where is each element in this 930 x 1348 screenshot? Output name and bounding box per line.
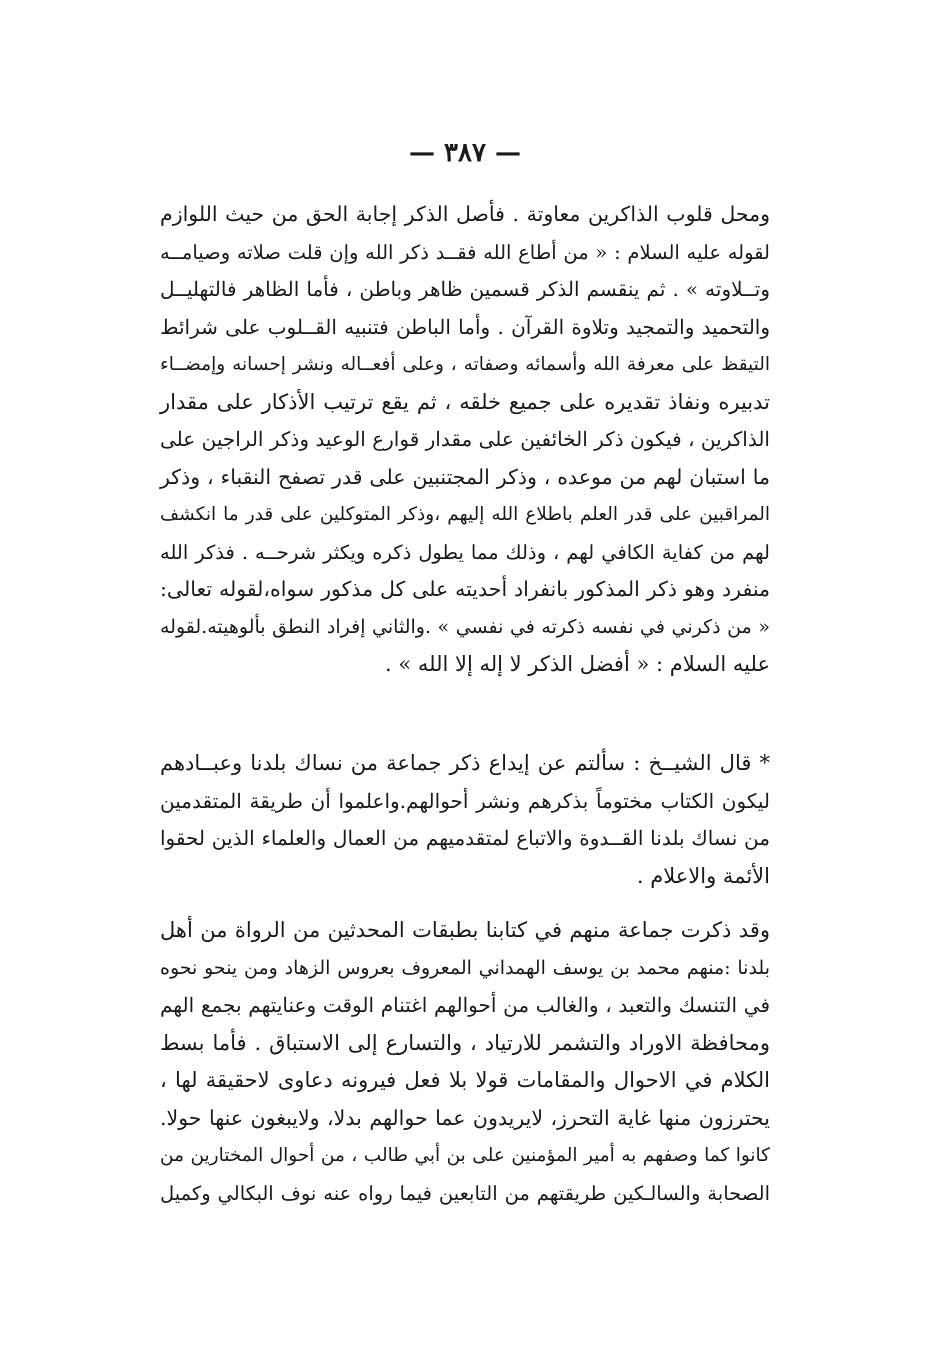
paragraph-3 bbox=[160, 912, 770, 1212]
text-line: وقد ذكرت جماعة منهم في كتابنا بطبقات المحدثين من الرواة من أهل bbox=[160, 918, 770, 942]
text-line: ومحل قلوب الذاكرين معاوتة . فأصل الذكر إجابة الحق من حيث اللوازم bbox=[160, 202, 770, 226]
text-line: في التنسك والتعبد ، والغالب من أحوالهم اغتنام الوقت وعنايتهم بجمع الهم bbox=[160, 993, 771, 1017]
text-line: * قال الشيــخ : سألتم عن إيداع ذكر جماعة من نساك بلدنا وعبــادهم bbox=[160, 751, 770, 775]
text-line: من نساك بلدنا القــدوة والاتباع لمتقدميهم من العمال والعلماء الذين لحقوا bbox=[160, 826, 770, 850]
text-line: التيقظ على معرفة الله وأسمائه وصفاته ، وعلى أفعــاله ونشر إحسانه وإمضــاء bbox=[160, 354, 770, 375]
text-line: المراقبين على قدر العلم باطلاع الله إليهم ،وذكر المتوكلين على قدر ما انكشف bbox=[160, 504, 770, 525]
text-line: منفرد وهو ذكر المذكور بانفراد أحديته على كل مذكور سواه،لقوله تعالى: bbox=[160, 577, 770, 601]
text-line: كانوا كما وصفهم به أمير المؤمنين على بن أبي طالب ، من أحوال المختارين من bbox=[160, 1145, 770, 1166]
text-line: الذاكرين ، فيكون ذكر الخائفين على مقدار قوارع الوعيد وذكر الراجين على bbox=[160, 427, 770, 451]
text-line: الأئمة والاعلام . bbox=[636, 863, 770, 888]
text-line: عليه السلام : « أفضل الذكر لا إله إلا الله » . bbox=[384, 652, 770, 676]
text-line: ما استبان لهم من موعده ، وذكر المجتنبين على قدر تصفح النقباء ، وذكر bbox=[160, 464, 770, 489]
text-line: لقوله عليه السلام : « من أطاع الله فقــد ذكر الله وإن قلت صلاته وصيامــه bbox=[160, 240, 770, 264]
text-line: يحترزون منها غاية التحرز، لايريدون عما حوالهم بدلا، ولايبغون عنها حولا. bbox=[160, 1105, 770, 1130]
text-line: « من ذكرني في نفسه ذكرته في نفسي » .والثاني إفراد النطق بألوهيته.لقوله bbox=[160, 615, 770, 638]
text-line: الصحابة والسالـكين طريقتهم من التابعين فيما رواه عنه نوف البكالي وكميل bbox=[160, 1181, 770, 1205]
page-number: — ٣٨٧ — bbox=[408, 138, 522, 168]
text-line: بلدنا :منهم محمد بن يوسف الهمداني المعروف بعروس الزهاد ومن ينحو نحوه bbox=[160, 956, 770, 979]
text-line: والتحميد والتمجيد وتلاوة القرآن . وأما الباطن فتنبيه القــلوب على شرائط bbox=[160, 314, 770, 339]
text-line: الكلام في الاحوال والمقامات قولا بلا فعل فيرونه دعاوى لاحقيقة لها ، bbox=[160, 1068, 770, 1092]
text-line: تدبيره ونفاذ تقديره على جميع خلقه ، ثم يقع ترتيب الأذكار على مقدار bbox=[160, 389, 770, 414]
text-line: ومحافظة الاوراد والتشمر للارتياد ، والتسارع إلى الاستباق . فأما بسط bbox=[160, 1030, 770, 1055]
paragraph-1 bbox=[160, 196, 770, 684]
text-line: ليكون الكتاب مختوماً بذكرهم ونشر أحوالهم.واعلموا أن طريقة المتقدمين bbox=[160, 788, 770, 813]
text-line: وتــلاوته » . ثم ينقسم الذكر قسمين ظاهر وباطن ، فأما الظاهر فالتهليــل bbox=[160, 277, 770, 301]
paragraph-2 bbox=[160, 745, 770, 895]
text-line: لهم من كفاية الكافي لهم ، وذلك مما يطول ذكره ويكثر شرحــه . فذكر الله bbox=[160, 540, 770, 564]
